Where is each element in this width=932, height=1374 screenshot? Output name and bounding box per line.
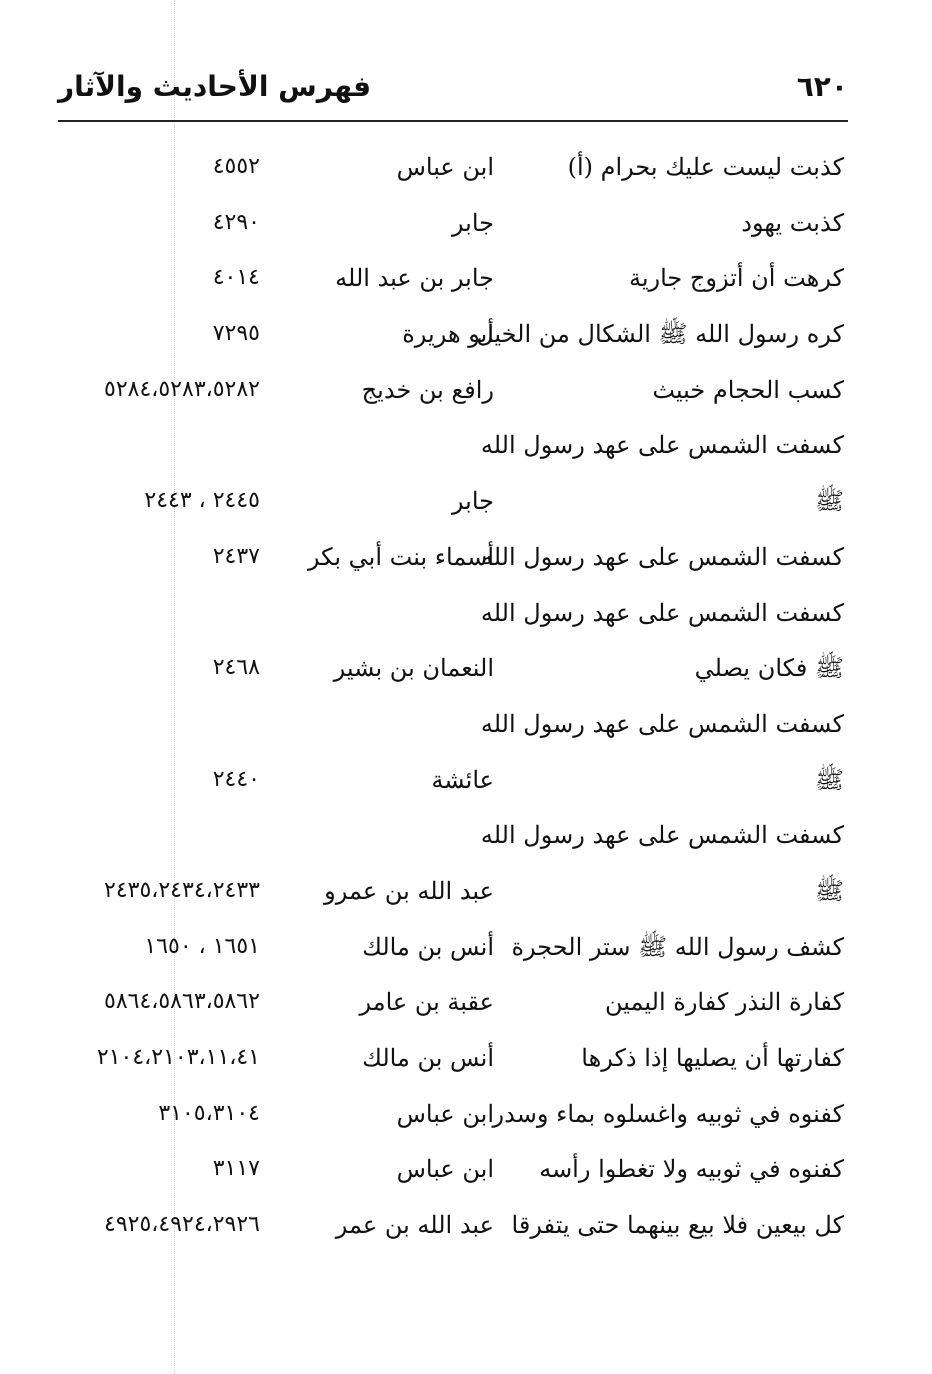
index-entry [0,474,932,530]
index-entry [0,251,932,307]
index-entry [0,753,932,809]
hadith-text: ﷺ [815,765,844,794]
hadith-text: ﷺ فكان يصلي [694,654,844,683]
reference-numbers: ٢٤٣٥،٢٤٣٤،٢٤٣٣ [104,877,260,903]
index-entry [0,1087,932,1143]
header-divider [58,120,848,122]
narrator: جابر بن عبد الله [335,264,494,293]
narrator: أبو هريرة [402,320,494,349]
index-entry [0,1198,932,1254]
hadith-text: كسفت الشمس على عهد رسول الله [480,431,844,460]
index-entry [0,586,932,642]
narrator: أسماء بنت أبي بكر [307,542,494,571]
index-entries [0,140,932,1254]
hadith-text: كسب الحجام خبيث [652,375,844,404]
hadith-text: كفنوه في ثوبيه واغسلوه بماء وسدر [492,1099,844,1128]
hadith-text: كره رسول الله ﷺ الشكال من الخيل [476,320,844,349]
reference-numbers: ٧٢٩٥ [212,321,260,347]
index-entry [0,363,932,419]
hadith-text: كفنوه في ثوبيه ولا تغطوا رأسه [539,1155,844,1184]
index-entry [0,641,932,697]
reference-numbers: ٥٢٨٤،٥٢٨٣،٥٢٨٢ [104,376,260,402]
reference-numbers: ٢٤٤٥ ، ٢٤٤٣ [144,488,260,514]
page-header [58,64,848,114]
hadith-text: كل بيعين فلا بيع بينهما حتى يتفرقا [511,1211,844,1240]
hadith-text: كفارتها أن يصليها إذا ذكرها [581,1044,844,1072]
page-title: فهرس الأحاديث والآثار [58,70,372,103]
reference-numbers: ٤٥٥٢ [212,154,260,179]
narrator: جابر [451,487,494,516]
hadith-text: ﷺ [815,487,844,516]
reference-numbers: ٤٩٢٥،٤٩٢٤،٢٩٢٦ [104,1212,260,1238]
hadith-text: كرهت أن أتزوج جارية [628,264,844,293]
narrator: النعمان بن بشير [333,654,494,683]
reference-numbers: ٢١٠٤،٢١٠٣،١١،٤١ [96,1045,260,1070]
index-entry [0,1142,932,1198]
index-entry [0,196,932,252]
hadith-text: كسفت الشمس على عهد رسول الله [480,709,844,738]
index-entry [0,808,932,864]
hadith-text: كفارة النذر كفارة اليمين [605,988,844,1017]
reference-numbers: ٤٠١٤ [212,265,260,291]
hadith-text: كذبت ليست عليك بحرام (أ) [567,153,844,181]
hadith-text: كذبت يهود [741,208,844,237]
narrator: عقبة بن عامر [359,988,494,1017]
narrator: جابر [451,208,494,237]
reference-numbers: ٤٢٩٠ [212,209,260,235]
hadith-text: كسفت الشمس على عهد رسول الله [480,821,844,850]
narrator: أنس بن مالك [362,932,494,961]
reference-numbers: ٥٨٦٤،٥٨٦٣،٥٨٦٢ [104,989,260,1015]
page-number: ٦٢٠ [796,70,848,103]
reference-numbers: ١٦٥١ ، ١٦٥٠ [144,933,260,959]
narrator: عبد الله بن عمر [335,1211,494,1240]
narrator: ابن عباس [396,153,494,181]
narrator: ابن عباس [396,1099,494,1128]
index-entry [0,307,932,363]
narrator: أنس بن مالك [362,1044,494,1072]
reference-numbers: ٢٤٤٠ [212,766,260,792]
index-entry [0,975,932,1031]
narrator: عبد الله بن عمرو [324,876,494,905]
index-entry [0,530,932,586]
index-entry [0,1031,932,1087]
hadith-text: كسفت الشمس على عهد رسول الله [480,598,844,627]
index-entry [0,418,932,474]
reference-numbers: ٢٤٣٧ [212,543,260,569]
reference-numbers: ٢٤٦٨ [212,655,260,681]
narrator: عائشة [431,765,494,794]
index-entry [0,864,932,920]
hadith-text: كشف رسول الله ﷺ ستر الحجرة [511,932,844,961]
narrator: ابن عباس [396,1155,494,1184]
hadith-text: كسفت الشمس على عهد رسول الله [480,542,844,571]
narrator: رافع بن خديج [361,375,494,404]
reference-numbers: ٣١١٧ [212,1156,260,1182]
reference-numbers: ٣١٠٥،٣١٠٤ [158,1100,260,1126]
index-entry [0,140,932,196]
hadith-text: ﷺ [815,876,844,905]
index-entry [0,920,932,976]
index-entry [0,697,932,753]
